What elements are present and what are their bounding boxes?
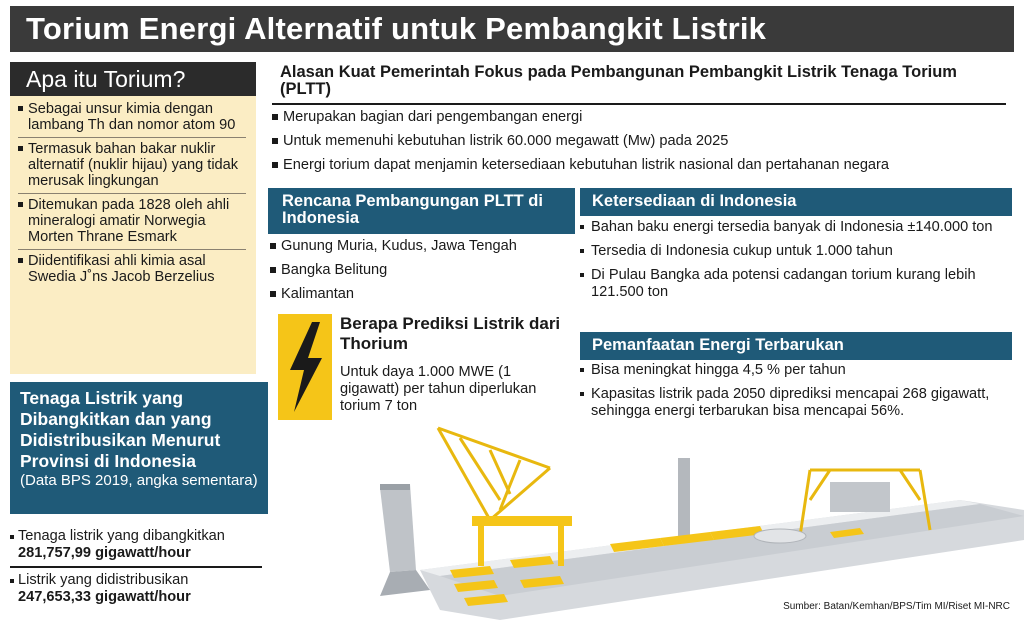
alasan-heading: Alasan Kuat Pemerintah Fokus pada Pembangunan Pembangkit Listrik Tenaga Torium (PLTT)	[280, 63, 957, 98]
list-item: Bahan baku energi tersedia banyak di Indonesia ±140.000 ton	[580, 219, 1010, 236]
title-bar	[10, 6, 1014, 52]
list-item: Kapasitas listrik pada 2050 diprediksi mencapai 268 gigawatt, sehingga energi terbarukan bisa mencapai 56%.	[580, 386, 1010, 420]
lightning-bolt-icon	[278, 314, 332, 420]
stat-didistribusikan	[10, 572, 268, 606]
page-title: Torium Energi Alternatif untuk Pembangkit Listrik	[26, 11, 767, 46]
tenaga-listrik-subtitle: (Data BPS 2019, angka sementara)	[20, 472, 258, 489]
pemanfaatan-heading: Pemanfaatan Energi Terbarukan	[580, 332, 1012, 360]
prediksi-text: Untuk daya 1.000 MWE (1 gigawatt) per tahun diperlukan torium 7 ton	[340, 364, 537, 414]
list-item: Gunung Muria, Kudus, Jawa Tengah	[270, 238, 570, 255]
ketersediaan-heading: Ketersediaan di Indonesia	[580, 188, 1012, 216]
stat-value: 281,757,99 gigawatt/hour	[18, 545, 191, 561]
pemanfaatan-list	[580, 362, 1010, 427]
list-item: Merupakan bagian dari pengembangan energi	[272, 109, 1012, 126]
list-item: Bisa meningkat hingga 4,5 % per tahun	[580, 362, 1010, 379]
stat-label: Listrik yang didistribusikan	[10, 572, 268, 589]
stat-dibangkitkan	[10, 528, 268, 562]
list-item: Sebagai unsur kimia dengan lambang Th dan nomor atom 90	[18, 98, 246, 138]
tenaga-listrik-panel	[10, 382, 268, 514]
torium-facts-list	[10, 96, 256, 289]
list-item: Kalimantan	[270, 286, 570, 303]
divider	[10, 566, 262, 568]
tenaga-listrik-title: Tenaga Listrik yang Dibangkitkan dan yang Didistribusikan Menurut Provinsi di Indonesia	[20, 388, 221, 471]
rencana-heading: Rencana Pembangungan PLTT di Indonesia	[268, 188, 575, 234]
stat-value: 247,653,33 gigawatt/hour	[18, 589, 191, 605]
list-item: Tersedia di Indonesia cukup untuk 1.000 tahun	[580, 243, 1010, 260]
apa-itu-torium-heading: Apa itu Torium?	[10, 62, 256, 96]
list-item: Di Pulau Bangka ada potensi cadangan torium kurang lebih 121.500 ton	[580, 267, 1010, 301]
power-plant-illustration	[360, 420, 1024, 622]
list-item: Termasuk bahan bakar nuklir alternatif (nuklir hijau) yang tidak merusak lingkungan	[18, 138, 246, 194]
ketersediaan-list	[580, 219, 1010, 308]
list-item: Diidentifikasi ahli kimia asal Swedia J˚ns Jacob Berzelius	[18, 250, 246, 289]
list-item: Untuk memenuhi kebutuhan listrik 60.000 megawatt (Mw) pada 2025	[272, 133, 1012, 150]
divider	[272, 103, 1006, 105]
rencana-list	[270, 238, 570, 310]
list-item: Ditemukan pada 1828 oleh ahli mineralogi amatir Norwegia Morten Thrane Esmark	[18, 194, 246, 250]
alasan-list	[272, 109, 1012, 181]
prediksi-heading: Berapa Prediksi Listrik dari Thorium	[340, 314, 561, 353]
stat-label: Tenaga listrik yang dibangkitkan	[10, 528, 268, 545]
list-item: Bangka Belitung	[270, 262, 570, 279]
sumber-credit: Sumber: Batan/Kemhan/BPS/Tim MI/Riset MI-NRC	[783, 601, 1010, 612]
list-item: Energi torium dapat menjamin ketersediaan kebutuhan listrik nasional dan pertahanan negara	[272, 157, 1012, 174]
apa-itu-torium-panel	[10, 62, 256, 374]
